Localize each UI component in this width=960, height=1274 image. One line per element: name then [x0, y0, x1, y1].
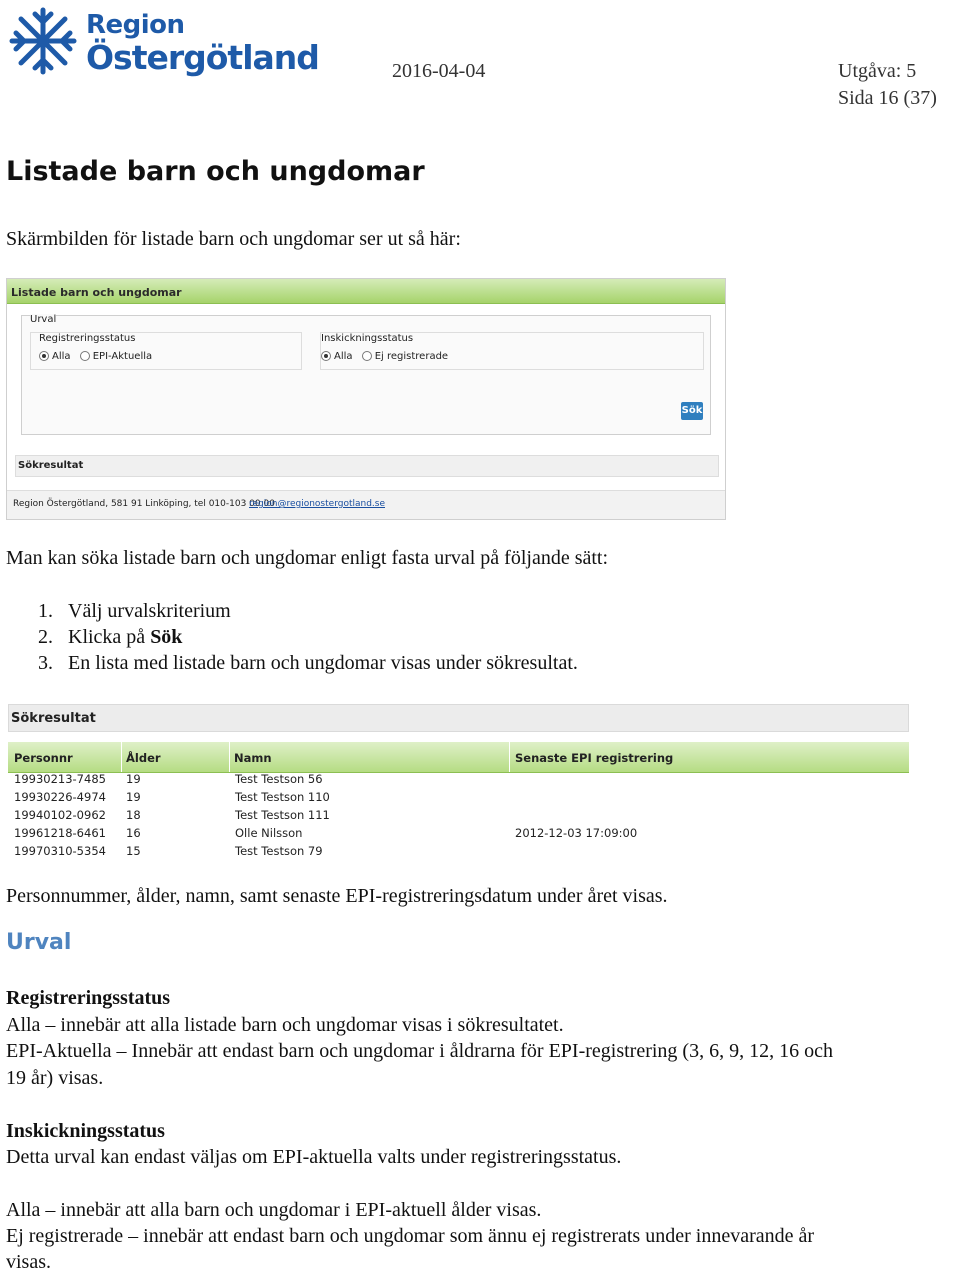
sokresultat-label: Sökresultat	[18, 460, 84, 471]
screenshot-search-results	[8, 704, 909, 856]
step-number: 1.	[38, 600, 53, 622]
insk-alla-label: Alla	[334, 351, 353, 362]
reg-alla-radio[interactable]	[39, 351, 49, 361]
urval-legend: Urval	[30, 314, 57, 325]
urval-heading: Urval	[6, 930, 72, 955]
cell-personnr: 19940102-0962	[14, 808, 106, 822]
form-footer	[7, 490, 725, 519]
cell-alder: 19	[126, 772, 141, 786]
results-table-header	[8, 742, 909, 773]
reg-epi-aktuella-radio[interactable]	[80, 351, 90, 361]
footer-address: Region Östergötland, 581 91 Linköping, tel 010-103 00 00	[13, 499, 275, 509]
insk-ej-text-line1: Ej registrerade – innebär att endast barn och ungdomar som ännu ej registrerats under innevarande år	[6, 1225, 815, 1247]
col-alder[interactable]: Ålder	[126, 751, 161, 765]
insk-alla-text: Alla – innebär att alla barn och ungdomar i EPI-aktuell ålder visas.	[6, 1199, 542, 1221]
cell-namn: Test Testson 111	[235, 808, 330, 822]
page-number: Sida 16 (37)	[838, 87, 937, 109]
list-item	[38, 600, 231, 623]
reg-heading: Registreringsstatus	[6, 987, 171, 1009]
insk-status-label: Inskickningsstatus	[321, 333, 414, 344]
urval-panel	[21, 315, 711, 435]
insk-alla-radio[interactable]	[321, 351, 331, 361]
footer-email-link[interactable]: region@regionostergotland.se	[249, 499, 385, 509]
page-title: Listade barn och ungdomar	[6, 156, 425, 187]
cell-namn: Test Testson 56	[235, 772, 323, 786]
intro-text: Skärmbilden för listade barn och ungdomar ser ut så här:	[6, 228, 461, 250]
reg-epi-aktuella-label: EPI-Aktuella	[92, 351, 153, 362]
insk-ej-registrerade-radio[interactable]	[362, 351, 372, 361]
reg-epi-text-line2: 19 år) visas.	[6, 1067, 104, 1089]
step-text: Välj urvalskriterium	[68, 600, 231, 622]
document-date: 2016-04-04	[392, 60, 486, 82]
reg-alla-text: Alla – innebär att alla listade barn och ungdomar visas i sökresultatet.	[6, 1014, 564, 1036]
step-number: 2.	[38, 626, 53, 648]
results-header-bar	[8, 704, 909, 732]
cell-personnr: 19930226-4974	[14, 790, 106, 804]
edition-number: Utgåva: 5	[838, 60, 917, 82]
form-tab-title: Listade barn och ungdomar	[11, 286, 182, 299]
cell-personnr: 19930213-7485	[14, 772, 106, 786]
logo-text-ostergotland: Östergötland	[86, 38, 319, 77]
cell-alder: 16	[126, 826, 141, 840]
cell-personnr: 19961218-6461	[14, 826, 106, 840]
cell-senaste-epi: 2012-12-03 17:09:00	[515, 826, 638, 840]
snowflake-logo-icon	[6, 4, 80, 78]
step-bold-sok: Sök	[150, 626, 183, 648]
insk-note-text: Detta urval kan endast väljas om EPI-aktuella valts under registreringsstatus.	[6, 1146, 622, 1168]
screenshot-search-form	[6, 278, 726, 520]
insk-heading: Inskickningsstatus	[6, 1120, 165, 1142]
green-title-bar	[7, 279, 725, 304]
cell-alder: 19	[126, 790, 141, 804]
table-row[interactable]	[8, 806, 909, 824]
sok-button[interactable]: Sök	[681, 402, 703, 420]
col-personnr[interactable]: Personnr	[14, 751, 73, 765]
step-number: 3.	[38, 652, 53, 674]
insk-ej-registrerade-label: Ej registrerade	[374, 351, 449, 362]
table-row[interactable]	[8, 824, 909, 842]
cell-namn: Test Testson 79	[235, 844, 323, 856]
region-logo	[6, 4, 319, 78]
shown-fields-text: Personnummer, ålder, namn, samt senaste EPI-registreringsdatum under året visas.	[6, 885, 668, 907]
sokresultat-bar	[15, 455, 719, 477]
reg-status-label: Registreringsstatus	[39, 333, 136, 344]
step-text: En lista med listade barn och ungdomar visas under sökresultat.	[68, 652, 578, 674]
step-text: Klicka på	[68, 626, 151, 648]
table-row[interactable]	[8, 842, 909, 856]
cell-alder: 18	[126, 808, 141, 822]
results-header: Sökresultat	[11, 711, 96, 726]
table-row[interactable]	[8, 788, 909, 806]
list-item	[38, 626, 182, 649]
logo-text-region: Region	[86, 10, 185, 40]
cell-namn: Olle Nilsson	[235, 826, 303, 840]
reg-epi-text-line1: EPI-Aktuella – Innebär att endast barn och ungdomar i åldrarna för EPI-registrering (3, 6, 9, 12, 16 och	[6, 1040, 833, 1062]
reg-status-group	[30, 332, 302, 370]
insk-status-group	[320, 332, 704, 370]
list-item	[38, 652, 578, 675]
search-intro-text: Man kan söka listade barn och ungdomar enligt fasta urval på följande sätt:	[6, 547, 609, 569]
insk-ej-text-line2: visas.	[6, 1251, 51, 1273]
col-senaste-epi[interactable]: Senaste EPI registrering	[515, 751, 674, 765]
reg-alla-label: Alla	[52, 351, 71, 362]
col-namn[interactable]: Namn	[234, 751, 272, 765]
cell-namn: Test Testson 110	[235, 790, 330, 804]
cell-personnr: 19970310-5354	[14, 844, 106, 856]
table-row[interactable]	[8, 770, 909, 788]
cell-alder: 15	[126, 844, 141, 856]
